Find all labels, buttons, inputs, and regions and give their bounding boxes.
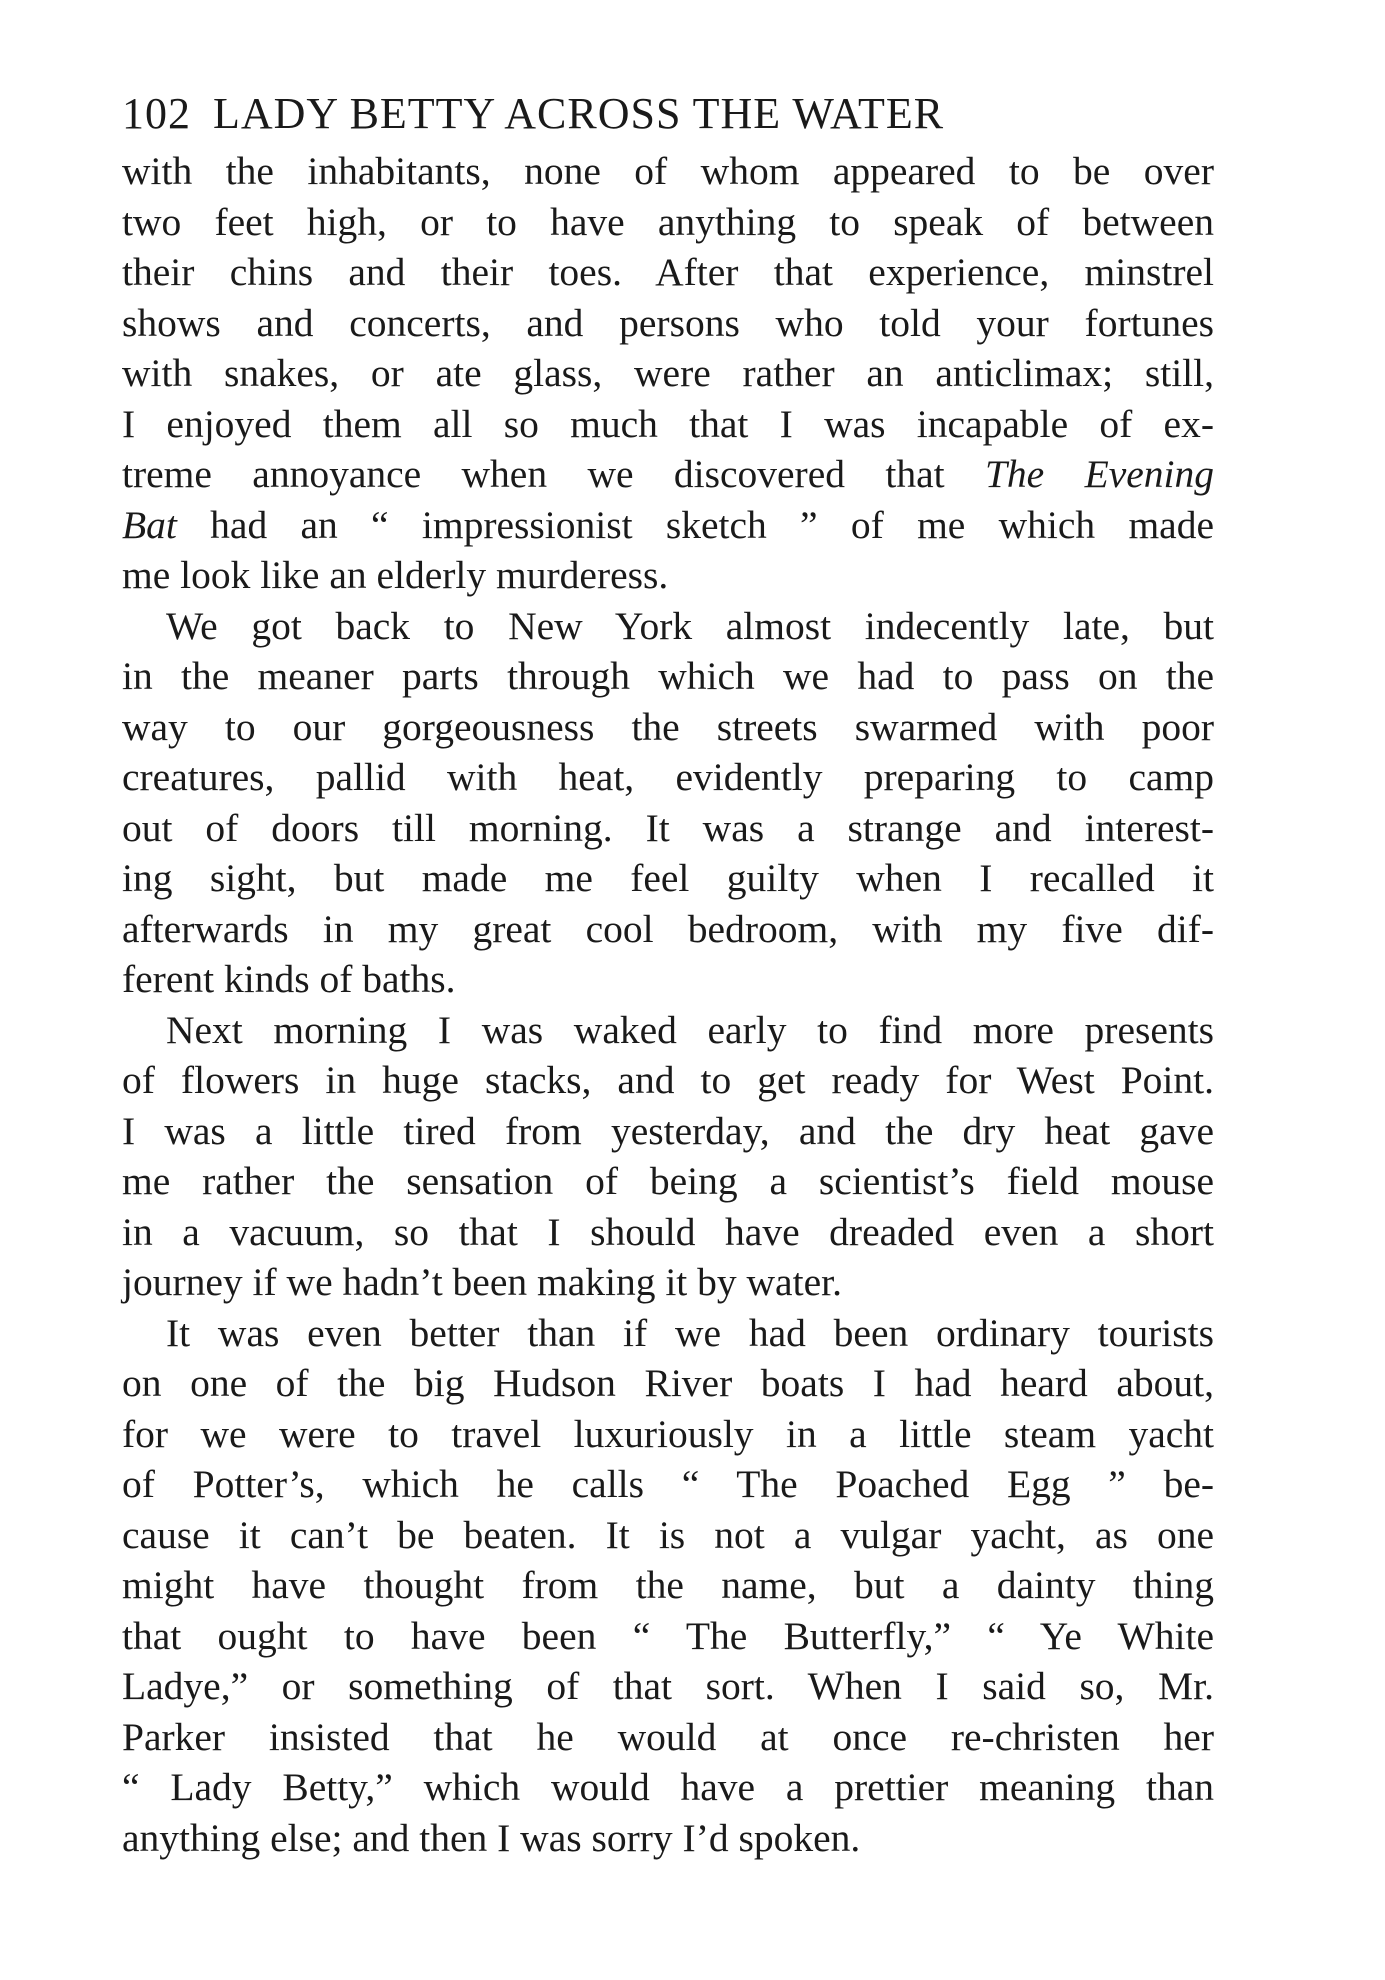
paragraph-1 [122,146,1214,601]
running-head [122,88,1214,140]
text-line: creatures, pallid with heat, evidently preparing to camp [122,755,1214,799]
text-line [122,449,1214,500]
text-line: afterwards in my great cool bedroom, with my five dif- [122,906,1214,951]
text-line: of Potter’s, which he calls “ The Poached Egg ” be- [122,1462,1214,1506]
text-line: their chins and their toes. After that experience, minstrel [122,250,1214,294]
text-line: for we were to travel luxuriously in a little steam yacht [122,1411,1214,1456]
text-segment: treme annoyance when we discovered that [122,452,945,496]
text-line [122,500,1214,551]
text-line: way to our gorgeousness the streets swarmed with poor [122,704,1214,749]
paragraph-3 [122,1005,1214,1308]
text-line: in a vacuum, so that I should have dreaded even a short [122,1209,1214,1254]
text-line: We got back to New York almost indecently late, but [166,603,1214,648]
text-line: I was a little tired from yesterday, and the dry heat gave [122,1108,1214,1153]
text-line: It was even better than if we had been ordinary tourists [166,1310,1214,1355]
italic-title: Bat [122,502,177,547]
text-line: I enjoyed them all so much that I was incapable of ex- [122,401,1214,446]
text-line: of flowers in huge stacks, and to get ready for West Point. [122,1058,1214,1102]
text-line: cause it can’t be beaten. It is not a vulgar yacht, as one [122,1512,1214,1557]
book-page [122,88,1214,1863]
text-line: might have thought from the name, but a dainty thing [122,1563,1214,1607]
text-line: journey if we hadn’t been making it by water. [122,1260,842,1304]
text-line: ing sight, but made me feel guilty when I recalled it [122,856,1214,900]
text-segment: had an “ impressionist sketch ” of me which made [210,502,1214,547]
running-title: LADY BETTY ACROSS THE WATER [213,89,945,138]
paragraph-4 [122,1308,1214,1864]
text-line: me rather the sensation of being a scientist’s field mouse [122,1159,1214,1203]
text-line: shows and concerts, and persons who told your fortunes [122,300,1214,345]
text-line: out of doors till morning. It was a strange and interest- [122,805,1214,850]
text-line: with the inhabitants, none of whom appeared to be over [122,149,1214,193]
italic-title: The Evening [984,452,1214,496]
text-line: on one of the big Hudson River boats I had heard about, [122,1361,1214,1405]
page-number: 102 [122,89,191,138]
text-line: two feet high, or to have anything to speak of between [122,199,1214,244]
text-line: “ Lady Betty,” which would have a prettier meaning than [122,1765,1214,1809]
paragraph-2 [122,601,1214,1005]
text-line: anything else; and then I was sorry I’d spoken. [122,1815,861,1860]
text-line: Next morning I was waked early to find more presents [166,1007,1214,1052]
text-line: ferent kinds of baths. [122,957,456,1001]
text-line: Ladye,” or something of that sort. When I said so, Mr. [122,1664,1214,1708]
text-line: me look like an elderly murderess. [122,553,669,597]
text-line: that ought to have been “ The Butterfly,” “ Ye White [122,1613,1214,1658]
text-line: with snakes, or ate glass, were rather an anticlimax; still, [122,351,1214,395]
text-line: Parker insisted that he would at once re-christen her [122,1714,1214,1759]
text-line: in the meaner parts through which we had to pass on the [122,654,1214,698]
